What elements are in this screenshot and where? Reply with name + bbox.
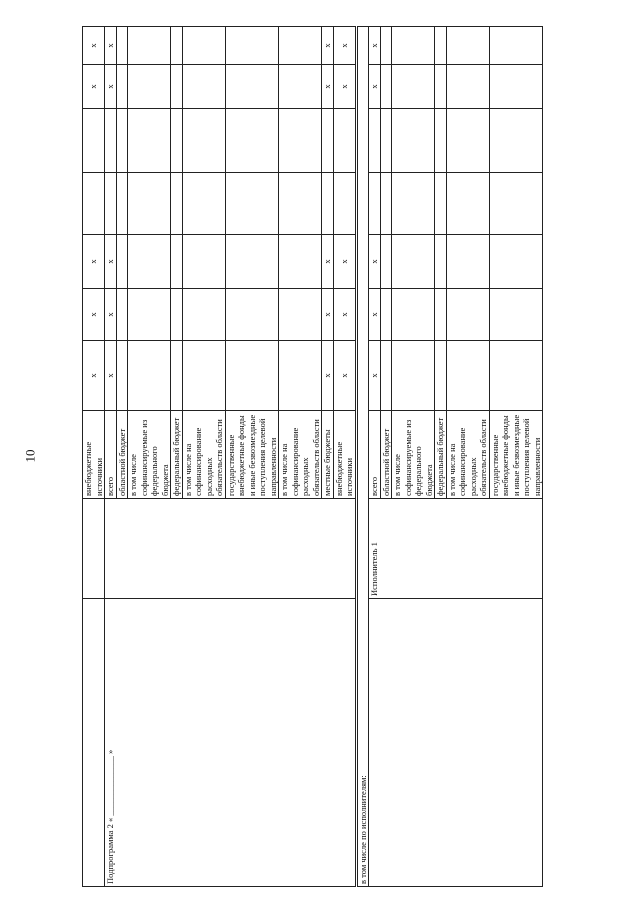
value-cell bbox=[225, 27, 279, 65]
value-cell bbox=[128, 235, 171, 289]
value-cell bbox=[116, 27, 128, 65]
page-number: 10 bbox=[22, 449, 38, 463]
value-cell bbox=[446, 289, 489, 341]
value-cell bbox=[116, 173, 128, 235]
subprogram-label: Подпрограмма 2 « bbox=[105, 817, 115, 884]
blank-cell bbox=[83, 499, 105, 599]
value-cell: x bbox=[322, 235, 334, 289]
value-cell bbox=[279, 65, 322, 109]
table-row bbox=[83, 27, 105, 887]
value-cell bbox=[279, 173, 322, 235]
value-cell bbox=[392, 109, 435, 173]
value-cell: x bbox=[333, 341, 356, 411]
value-cell bbox=[128, 289, 171, 341]
value-cell bbox=[171, 109, 183, 173]
value-cell: x bbox=[369, 65, 381, 109]
source-label: внебюджетные источники bbox=[333, 411, 356, 499]
value-cell bbox=[369, 109, 381, 173]
source-label: областной бюджет bbox=[380, 411, 392, 499]
value-cell: x bbox=[105, 235, 117, 289]
value-cell bbox=[446, 341, 489, 411]
value-cell bbox=[182, 65, 225, 109]
value-cell bbox=[171, 27, 183, 65]
source-label: в том числе на софинансирование расходных обязательств области bbox=[182, 411, 225, 499]
value-cell bbox=[171, 341, 183, 411]
value-cell bbox=[116, 289, 128, 341]
value-cell bbox=[435, 235, 447, 289]
subprogram-close: ______________ » bbox=[105, 749, 115, 818]
value-cell bbox=[279, 341, 322, 411]
value-cell bbox=[392, 341, 435, 411]
value-cell bbox=[225, 173, 279, 235]
value-cell: x bbox=[105, 341, 117, 411]
value-cell bbox=[435, 341, 447, 411]
value-cell: x bbox=[333, 27, 356, 65]
value-cell bbox=[322, 173, 334, 235]
source-label: федеральный бюджет bbox=[171, 411, 183, 499]
value-cell bbox=[435, 27, 447, 65]
source-label: областной бюджет bbox=[116, 411, 128, 499]
table-body-executor bbox=[356, 27, 543, 887]
value-cell bbox=[182, 173, 225, 235]
value-cell bbox=[128, 173, 171, 235]
value-cell bbox=[489, 173, 543, 235]
value-cell bbox=[171, 65, 183, 109]
value-cell: x bbox=[83, 235, 105, 289]
value-cell: x bbox=[322, 289, 334, 341]
value-cell bbox=[380, 65, 392, 109]
value-cell: x bbox=[83, 289, 105, 341]
value-cell bbox=[116, 109, 128, 173]
value-cell: x bbox=[105, 289, 117, 341]
value-cell bbox=[392, 173, 435, 235]
value-cell bbox=[435, 109, 447, 173]
value-cell bbox=[279, 289, 322, 341]
value-cell bbox=[446, 27, 489, 65]
value-cell bbox=[380, 27, 392, 65]
value-cell: x bbox=[322, 65, 334, 109]
value-cell bbox=[392, 65, 435, 109]
source-label: государственные внебюджетные фонды и иные безвозмездные поступления целевой направленности bbox=[489, 411, 543, 499]
source-label: федеральный бюджет bbox=[435, 411, 447, 499]
value-cell: x bbox=[83, 65, 105, 109]
source-label: в том числе на софинансирование расходных обязательств области bbox=[279, 411, 322, 499]
value-cell bbox=[105, 109, 117, 173]
value-cell bbox=[182, 289, 225, 341]
subprogram-cell bbox=[83, 599, 105, 887]
value-cell bbox=[182, 235, 225, 289]
value-cell bbox=[171, 173, 183, 235]
value-cell bbox=[489, 289, 543, 341]
value-cell bbox=[489, 65, 543, 109]
section-total-label: в том числе по исполнителям: bbox=[356, 27, 369, 887]
value-cell bbox=[116, 65, 128, 109]
source-label: всего bbox=[105, 411, 117, 499]
value-cell bbox=[489, 235, 543, 289]
value-cell: x bbox=[369, 235, 381, 289]
value-cell bbox=[369, 173, 381, 235]
value-cell bbox=[380, 289, 392, 341]
source-label: местные бюджеты bbox=[322, 411, 334, 499]
value-cell: x bbox=[369, 289, 381, 341]
source-label: в том числе софинансируемые из федерального бюджета bbox=[128, 411, 171, 499]
value-cell bbox=[83, 109, 105, 173]
value-cell bbox=[171, 235, 183, 289]
source-label: всего bbox=[369, 411, 381, 499]
value-cell bbox=[380, 173, 392, 235]
value-cell bbox=[83, 173, 105, 235]
source-label: государственные внебюджетные фонды и иные безвозмездные поступления целевой направленности bbox=[225, 411, 279, 499]
source-label: в том числе на софинансирование расходных обязательств области bbox=[446, 411, 489, 499]
value-cell bbox=[435, 173, 447, 235]
table-row bbox=[105, 27, 117, 887]
value-cell: x bbox=[333, 235, 356, 289]
value-cell bbox=[333, 173, 356, 235]
value-cell bbox=[116, 341, 128, 411]
value-cell: x bbox=[333, 65, 356, 109]
value-cell bbox=[128, 109, 171, 173]
value-cell bbox=[392, 289, 435, 341]
value-cell bbox=[446, 65, 489, 109]
rotated-table-area bbox=[82, 27, 582, 887]
value-cell bbox=[322, 109, 334, 173]
subprogram-cell bbox=[105, 599, 357, 887]
blank-cell bbox=[105, 499, 357, 599]
executor-name: Исполнитель 1 bbox=[369, 499, 543, 599]
value-cell: x bbox=[83, 27, 105, 65]
value-cell bbox=[380, 341, 392, 411]
value-cell bbox=[435, 65, 447, 109]
value-cell bbox=[171, 289, 183, 341]
value-cell bbox=[489, 341, 543, 411]
value-cell bbox=[489, 27, 543, 65]
value-cell bbox=[128, 65, 171, 109]
table-body-subprogram bbox=[83, 27, 357, 887]
value-cell: x bbox=[322, 341, 334, 411]
financing-table bbox=[82, 26, 543, 887]
value-cell bbox=[446, 235, 489, 289]
value-cell: x bbox=[369, 341, 381, 411]
value-cell bbox=[279, 235, 322, 289]
table-row bbox=[369, 27, 381, 887]
value-cell bbox=[392, 235, 435, 289]
value-cell bbox=[128, 341, 171, 411]
value-cell bbox=[279, 27, 322, 65]
value-cell bbox=[489, 109, 543, 173]
value-cell: x bbox=[83, 341, 105, 411]
executor-cell bbox=[369, 599, 543, 887]
value-cell bbox=[225, 289, 279, 341]
value-cell bbox=[182, 341, 225, 411]
value-cell bbox=[380, 235, 392, 289]
value-cell bbox=[446, 109, 489, 173]
value-cell bbox=[435, 289, 447, 341]
value-cell bbox=[279, 109, 322, 173]
value-cell bbox=[105, 173, 117, 235]
value-cell bbox=[380, 109, 392, 173]
source-label: в том числе софинансируемые из федерального бюджета bbox=[392, 411, 435, 499]
value-cell: x bbox=[105, 65, 117, 109]
value-cell bbox=[128, 27, 171, 65]
value-cell: x bbox=[369, 27, 381, 65]
value-cell bbox=[225, 109, 279, 173]
value-cell bbox=[182, 109, 225, 173]
source-label: внебюджетные источники bbox=[83, 411, 105, 499]
value-cell bbox=[392, 27, 435, 65]
value-cell bbox=[116, 235, 128, 289]
value-cell bbox=[225, 235, 279, 289]
value-cell: x bbox=[333, 289, 356, 341]
value-cell bbox=[225, 65, 279, 109]
value-cell bbox=[182, 27, 225, 65]
value-cell bbox=[333, 109, 356, 173]
value-cell: x bbox=[105, 27, 117, 65]
value-cell bbox=[446, 173, 489, 235]
table-row bbox=[356, 27, 369, 887]
value-cell: x bbox=[322, 27, 334, 65]
value-cell bbox=[225, 341, 279, 411]
